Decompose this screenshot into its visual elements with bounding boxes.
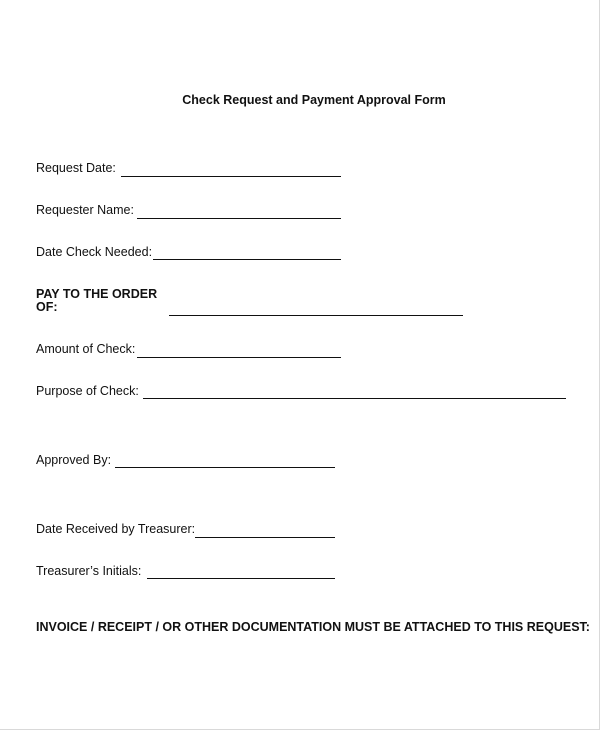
requester-name-field[interactable] bbox=[137, 218, 341, 219]
pay-to-field[interactable] bbox=[169, 315, 463, 316]
date-check-needed-label: Date Check Needed: bbox=[36, 245, 153, 259]
requester-name-label: Requester Name: bbox=[36, 203, 134, 217]
treasurer-initials-field[interactable] bbox=[147, 578, 335, 579]
pay-to-label-line1: PAY TO THE ORDER bbox=[36, 287, 158, 301]
date-received-field[interactable] bbox=[195, 537, 335, 538]
approved-by-field[interactable] bbox=[115, 467, 335, 468]
purpose-of-check-field[interactable] bbox=[143, 398, 566, 399]
amount-of-check-field[interactable] bbox=[137, 357, 341, 358]
date-received-label: Date Received by Treasurer: bbox=[36, 522, 196, 536]
request-date-label: Request Date: bbox=[36, 161, 116, 175]
documentation-notice: INVOICE / RECEIPT / OR OTHER DOCUMENTATION MUST BE ATTACHED TO THIS REQUEST: bbox=[36, 620, 590, 634]
purpose-of-check-label: Purpose of Check: bbox=[36, 384, 139, 398]
date-check-needed-field[interactable] bbox=[153, 259, 341, 260]
form-title: Check Request and Payment Approval Form bbox=[182, 93, 446, 107]
request-date-field[interactable] bbox=[121, 176, 341, 177]
amount-of-check-label: Amount of Check: bbox=[36, 342, 136, 356]
treasurer-initials-label: Treasurer’s Initials: bbox=[36, 564, 142, 578]
pay-to-label-line2: OF: bbox=[36, 300, 58, 314]
approved-by-label: Approved By: bbox=[36, 453, 112, 467]
